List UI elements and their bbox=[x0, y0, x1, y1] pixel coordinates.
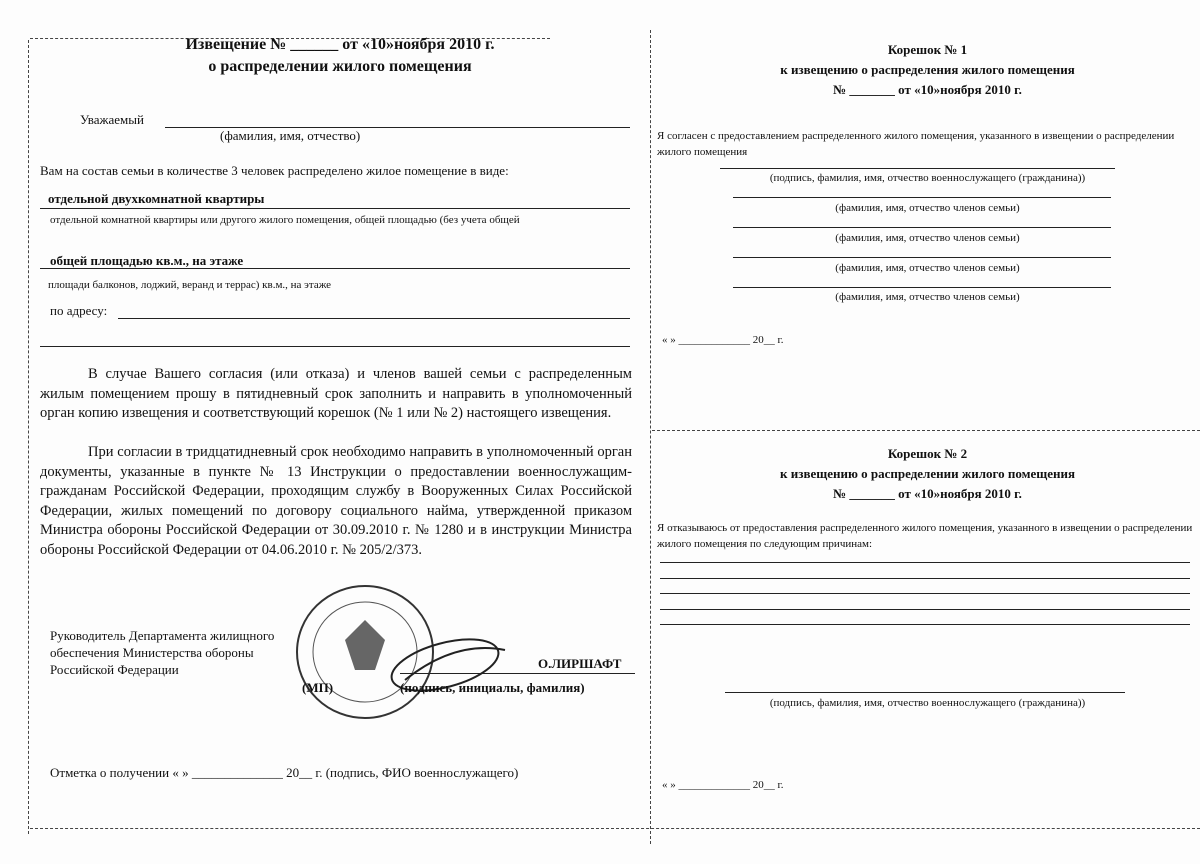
stub1-date-line[interactable]: « » _____________ 20__ г. bbox=[662, 334, 784, 346]
address-label: по адресу: bbox=[50, 303, 108, 318]
stub2-refusal-text: Я отказываюсь от предоставления распределенного жилого помещения, указанного в извещении о распределении жилого помещения по следующим причинам: bbox=[657, 522, 1193, 550]
receipt-line[interactable]: Отметка о получении « » ______________ 20__ г. (подпись, ФИО военнослужащего) bbox=[50, 765, 519, 780]
area-caption: площади балконов, лоджий, веранд и террас) кв.м., на этаже bbox=[48, 279, 332, 291]
cut-line-left bbox=[28, 40, 29, 834]
reason-field[interactable] bbox=[660, 562, 1190, 563]
cut-line-stubs bbox=[652, 430, 1200, 431]
stub1-family-caption: (фамилия, имя, отчество членов семьи) bbox=[835, 262, 1020, 274]
stub2-title: Корешок № 2 bbox=[887, 446, 968, 461]
stub1-family-field[interactable] bbox=[733, 287, 1111, 288]
paragraph-1: В случае Вашего согласия (или отказа) и членов вашей семьи с распределенным жилым помещением прошу в пятидневный срок заполнить и направить в уполномоченный орган копию извещения и соответствующий корешок (№ 1 или № 2) настоящего извещения. bbox=[40, 366, 632, 421]
signature-caption: (подпись, инициалы, фамилия) bbox=[400, 680, 585, 695]
apartment-field[interactable] bbox=[40, 208, 630, 209]
signer-name: О.ЛИРШАФТ bbox=[538, 656, 622, 671]
reason-field[interactable] bbox=[660, 578, 1190, 579]
area-value: общей площадью кв.м., на этаже bbox=[50, 253, 244, 268]
area-field[interactable] bbox=[40, 268, 630, 269]
stub2-signer-caption: (подпись, фамилия, имя, отчество военнослужащего (гражданина)) bbox=[769, 697, 1086, 709]
stub1-family-caption: (фамилия, имя, отчество членов семьи) bbox=[835, 291, 1020, 303]
cut-line-vertical bbox=[650, 30, 651, 844]
reason-field[interactable] bbox=[660, 624, 1190, 625]
apartment-value: отдельной двухкомнатной квартиры bbox=[48, 191, 265, 206]
stub2-subtitle: к извещению о распределении жилого помещения bbox=[779, 466, 1076, 481]
stub1-family-caption: (фамилия, имя, отчество членов семьи) bbox=[835, 232, 1020, 244]
address-field[interactable] bbox=[118, 318, 630, 319]
signatory-title: Руководитель Департамента жилищного обеспечения Министерства обороны Российской Федерации bbox=[50, 628, 275, 677]
stub1-number-line: № _______ от «10»ноября 2010 г. bbox=[833, 82, 1022, 97]
stub1-subtitle: к извещению о распределения жилого помещения bbox=[780, 62, 1075, 77]
stub1-signer-caption: (подпись, фамилия, имя, отчество военнослужащего (гражданина)) bbox=[769, 172, 1086, 184]
signature-line bbox=[400, 673, 635, 674]
address-field-2[interactable] bbox=[40, 346, 630, 347]
stub2-number-line: № _______ от «10»ноября 2010 г. bbox=[833, 486, 1022, 501]
cut-line-bottom bbox=[30, 828, 1200, 829]
stub2-signer-field[interactable] bbox=[725, 692, 1125, 693]
dear-label: Уважаемый bbox=[80, 112, 144, 127]
notice-title: Извещение № ______ от «10»ноября 2010 г. bbox=[185, 36, 495, 53]
stub1-family-caption: (фамилия, имя, отчество членов семьи) bbox=[835, 202, 1020, 214]
stub1-family-field[interactable] bbox=[733, 257, 1111, 258]
notice-subtitle: о распределении жилого помещения bbox=[208, 58, 472, 75]
reason-field[interactable] bbox=[660, 609, 1190, 610]
official-seal-icon bbox=[255, 580, 515, 730]
family-line: Вам на состав семьи в количестве 3 человек распределено жилое помещение в виде: bbox=[40, 163, 509, 178]
stub1-consent-text: Я согласен с предоставлением распределенного жилого помещения, указанного в извещении о распределении жилого помещения bbox=[657, 130, 1175, 158]
stub1-signer-field[interactable] bbox=[720, 168, 1115, 169]
stub1-title: Корешок № 1 bbox=[887, 42, 968, 57]
paragraph-2: При согласии в тридцатидневный срок необходимо направить в уполномоченный орган документы, указанные в пункте № 13 Инструкции о предоставлении военнослужащим-гражданам Российской Федерации, проходящим службу в Вооруженных Силах Российской Федерации, жилых помещений по договору социального найма, утвержденной приказом Министра обороны Российской Федерации от 30.09.2010 г. № 1280 и в инструкции Министра обороны Российской Федерации от 04.06.2010 г. № 205/2/373. bbox=[40, 444, 632, 558]
stub1-family-field[interactable] bbox=[733, 197, 1111, 198]
apartment-caption: отдельной комнатной квартиры или другого жилого помещения, общей площадью (без учета общей bbox=[50, 214, 520, 226]
reason-field[interactable] bbox=[660, 593, 1190, 594]
stub2-date-line[interactable]: « » _____________ 20__ г. bbox=[662, 779, 784, 791]
stamp-label: (МП) bbox=[302, 680, 334, 695]
stub1-family-field[interactable] bbox=[733, 227, 1111, 228]
fio-caption: (фамилия, имя, отчество) bbox=[220, 128, 361, 143]
